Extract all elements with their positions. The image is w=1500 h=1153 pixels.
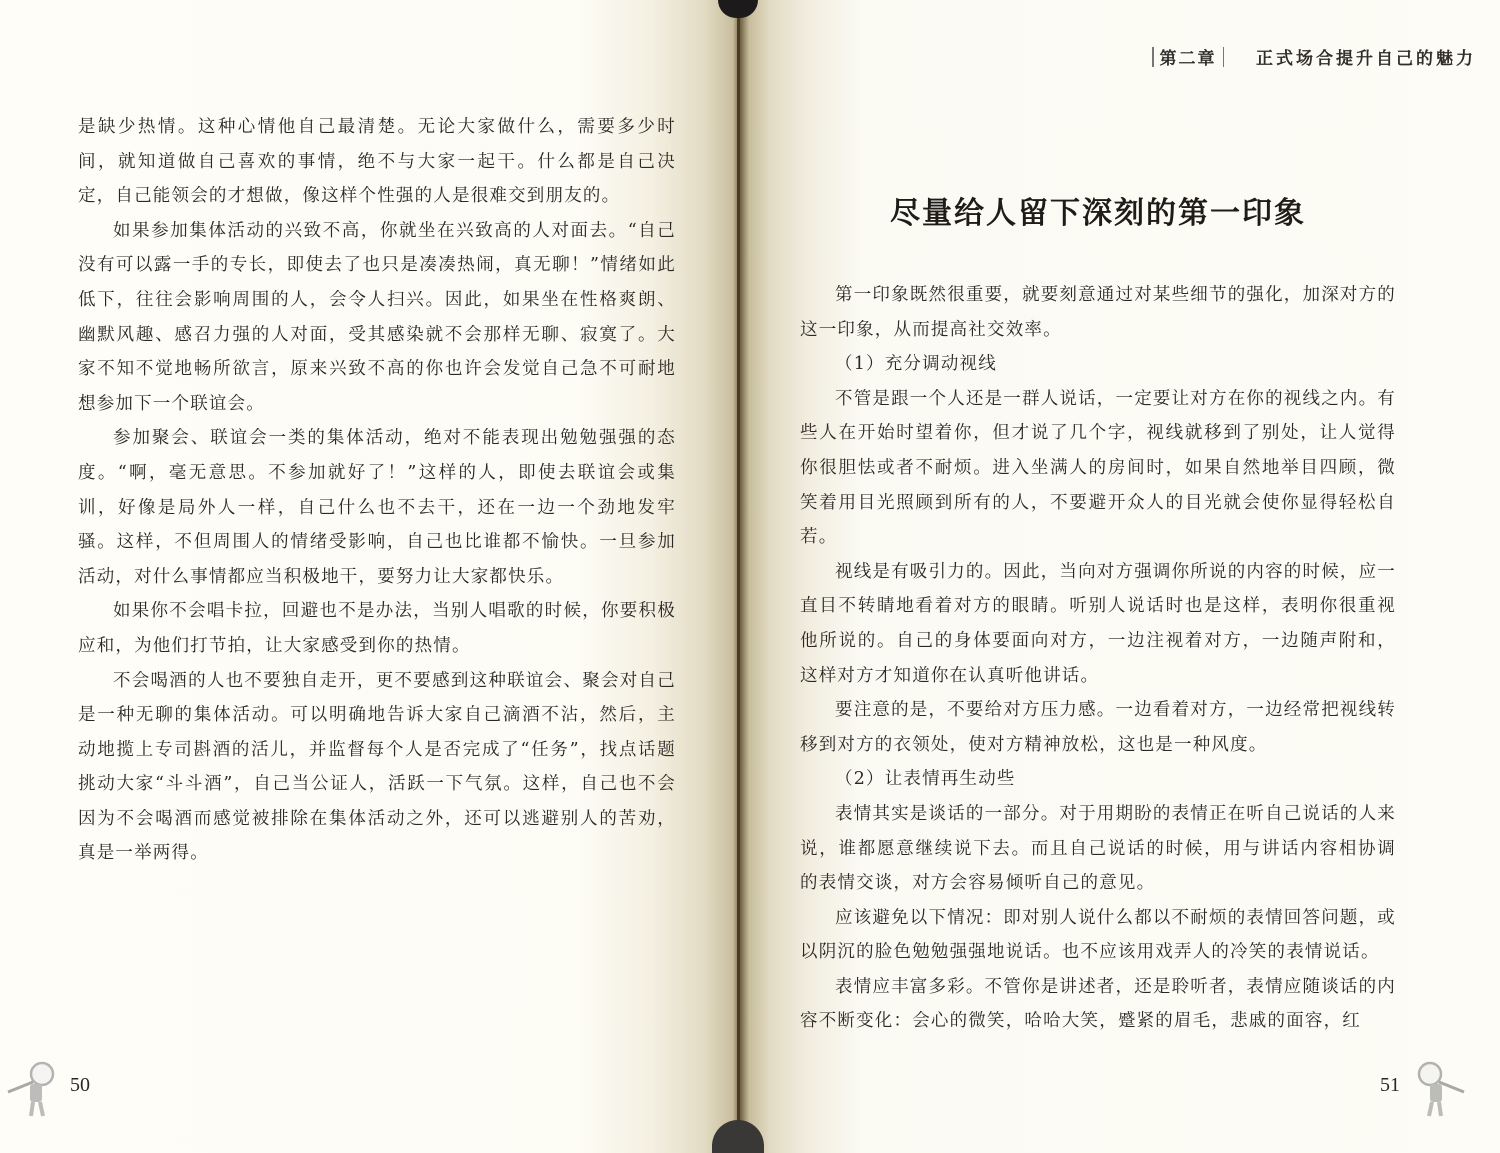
paragraph: 如果你不会唱卡拉，回避也不是办法，当别人唱歌的时候，你要积极应和，为他们打节拍，让大家感受到你的热情。 — [78, 601, 676, 656]
paragraph: 不会喝酒的人也不要独自走开，更不要感到这种联谊会、聚会对自己是一种无聊的集体活动。可以明确地告诉大家自己滴酒不沾，然后，主动地揽上专司斟酒的活儿，并监督每个人是否完成了“任务”，找点话题挑动大家“斗斗酒”，自己当公证人，活跃一下气氛。这样，自己也不会因为不会喝酒而感觉被排除在集体活动之外，还可以逃避别人的苦劝，真是一举两得。 — [78, 670, 676, 864]
paragraph: 表情应丰富多彩。不管你是讲述者，还是聆听者，表情应随谈话的内容不断变化：会心的微笑，哈哈大笑，蹙紧的眉毛，悲戚的面容，红 — [800, 976, 1396, 1032]
paragraph: 是缺少热情。这种心情他自己最清楚。无论大家做什么，需要多少时间，就知道做自己喜欢的事情，绝不与大家一起干。什么都是自己决定，自己能领会的才想做，像这样个性强的人是很难交到朋友的。 — [78, 117, 676, 207]
subheading: （1）充分调动视线 — [835, 354, 997, 375]
divider — [1223, 47, 1225, 67]
magnifier-figure-icon — [4, 1058, 60, 1118]
subheading: （2）让表情再生动些 — [835, 769, 1016, 790]
paragraph: 表情其实是谈话的一部分。对于用期盼的表情正在听自己说话的人来说，谁都愿意继续说下去。而且自己说话的时候，用与讲话内容相协调的表情交谈，对方会容易倾听自己的意见。 — [800, 803, 1396, 894]
magnifier-figure-icon — [1412, 1058, 1468, 1118]
divider — [1152, 47, 1154, 67]
paragraph: 视线是有吸引力的。因此，当向对方强调你所说的内容的时候，应一直目不转睛地看着对方的眼睛。听别人说话时也是这样，表明你很重视他所说的。自己的身体要面向对方，一边注视着对方，一边随声附和，这样对方才知道你在认真听他讲话。 — [800, 561, 1396, 686]
paragraph: 参加聚会、联谊会一类的集体活动，绝对不能表现出勉勉强强的态度。“啊，毫无意思。不参加就好了！”这样的人，即使去联谊会或集训，好像是局外人一样，自己什么也不去干，还在一边一个劲地发牢骚。这样，不但周围人的情绪受影响，自己也比谁都不愉快。一旦参加活动，对什么事情都应当积极地干，要努力让大家都快乐。 — [78, 428, 676, 587]
running-head — [1146, 44, 1476, 69]
section-title: 正式场合提升自己的魅力 — [1256, 49, 1476, 69]
right-page-body — [800, 278, 1396, 1039]
page-number: 51 — [1380, 1074, 1400, 1096]
paragraph: 如果参加集体活动的兴致不高，你就坐在兴致高的人对面去。“自己没有可以露一手的专长，即使去了也只是凑凑热闹，真无聊！”情绪如此低下，往往会影响周围的人，会令人扫兴。因此，如果坐在性格爽朗、幽默风趣、感召力强的人对面，受其感染就不会那样无聊、寂寞了。大家不知不觉地畅所欲言，原来兴致不高的你也许会发觉自己急不可耐地想参加下一个联谊会。 — [78, 220, 676, 414]
paragraph: 要注意的是，不要给对方压力感。一边看着对方，一边经常把视线转移到对方的衣领处，使对方精神放松，这也是一种风度。 — [800, 700, 1396, 755]
article-title: 尽量给人留下深刻的第一印象 — [890, 196, 1306, 231]
paragraph: 不管是跟一个人还是一群人说话，一定要让对方在你的视线之内。有些人在开始时望着你，但才说了几个字，视线就移到了别处，让人觉得你很胆怯或者不耐烦。进入坐满人的房间时，如果自然地举目四顾，微笑着用目光照顾到所有的人，不要避开众人的目光就会使你显得轻松自若。 — [800, 388, 1396, 548]
paragraph: 第一印象既然很重要，就要刻意通过对某些细节的强化，加深对方的这一印象，从而提高社交效率。 — [800, 285, 1396, 340]
chapter-label: 第二章 — [1159, 49, 1217, 69]
left-page-body — [78, 110, 676, 871]
page-number: 50 — [70, 1074, 90, 1096]
book-gutter — [737, 0, 740, 1153]
paragraph: 应该避免以下情况：即对别人说什么都以不耐烦的表情回答问题，或以阴沉的脸色勉勉强强地说话。也不应该用戏弄人的冷笑的表情说话。 — [800, 907, 1396, 963]
